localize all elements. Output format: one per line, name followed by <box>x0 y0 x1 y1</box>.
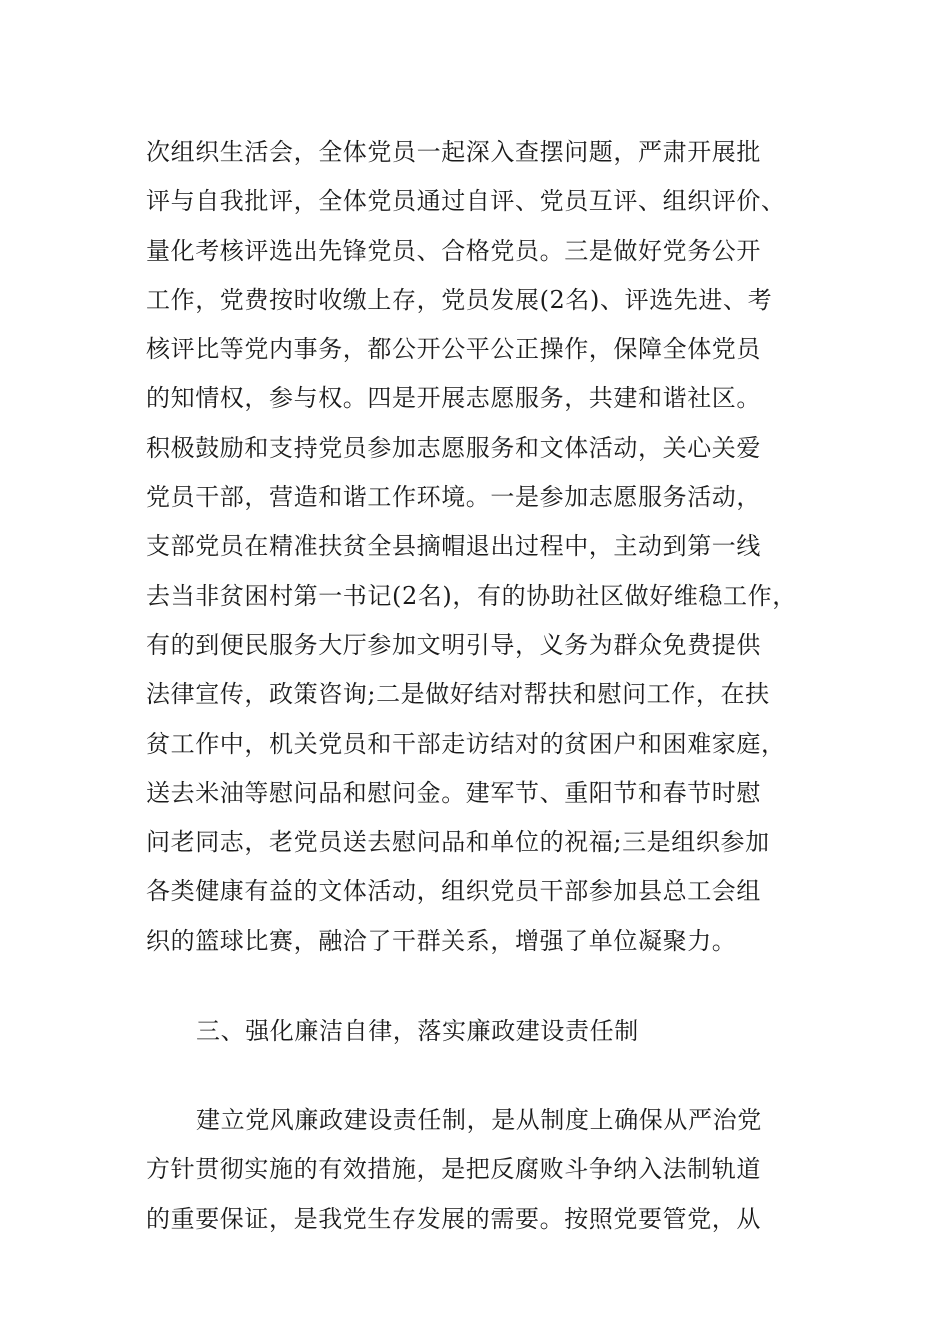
text-line: 送去米油等慰问品和慰问金。建军节、重阳节和春节时慰 <box>146 778 761 807</box>
document-body <box>146 128 826 1244</box>
text-line: 党员干部，营造和谐工作环境。一是参加志愿服务活动， <box>146 483 761 512</box>
text-line: 支部党员在精准扶贫全县摘帽退出过程中，主动到第一线 <box>146 532 761 561</box>
text-line: 评与自我批评，全体党员通过自评、党员互评、组织评价、 <box>146 187 786 216</box>
text-line: 次组织生活会，全体党员一起深入查摆问题，严肃开展批 <box>146 138 761 166</box>
text-line: 建立党风廉政建设责任制，是从制度上确保从严治党 <box>196 1106 762 1135</box>
text-line: 的知情权，参与权。四是开展志愿服务，共建和谐社区。 <box>146 384 761 413</box>
text-line: 方针贯彻实施的有效措施，是把反腐败斗争纳入法制轨道 <box>146 1155 761 1184</box>
paragraph-spacer <box>146 1056 826 1096</box>
text-line: 量化考核评选出先锋党员、合格党员。三是做好党务公开 <box>146 236 761 265</box>
text-line: 问老同志，老党员送去慰问品和单位的祝福;三是组织参加 <box>146 828 770 857</box>
paragraph-spacer <box>146 966 826 1006</box>
text-line: 核评比等党内事务，都公开公平公正操作，保障全体党员 <box>146 335 761 364</box>
text-line: 工作，党费按时收缴上存，党员发展(2名)、评选先进、考 <box>146 285 773 314</box>
text-line: 的重要保证，是我党生存发展的需要。按照党要管党，从 <box>146 1204 761 1233</box>
text-line: 织的篮球比赛，融洽了干群关系，增强了单位凝聚力。 <box>146 926 737 955</box>
text-line: 法律宣传，政策咨询;二是做好结对帮扶和慰问工作，在扶 <box>146 680 770 709</box>
section-heading: 三、强化廉洁自律，落实廉政建设责任制 <box>196 1017 639 1046</box>
text-line: 贫工作中，机关党员和干部走访结对的贫困户和困难家庭， <box>146 729 786 758</box>
text-line: 积极鼓励和支持党员参加志愿服务和文体活动，关心关爱 <box>146 433 761 462</box>
text-line: 各类健康有益的文体活动，组织党员干部参加县总工会组 <box>146 877 761 906</box>
text-line: 有的到便民服务大厅参加文明引导，义务为群众免费提供 <box>146 630 761 659</box>
text-line: 去当非贫困村第一书记(2名)，有的协助社区做好维稳工作， <box>146 581 797 610</box>
